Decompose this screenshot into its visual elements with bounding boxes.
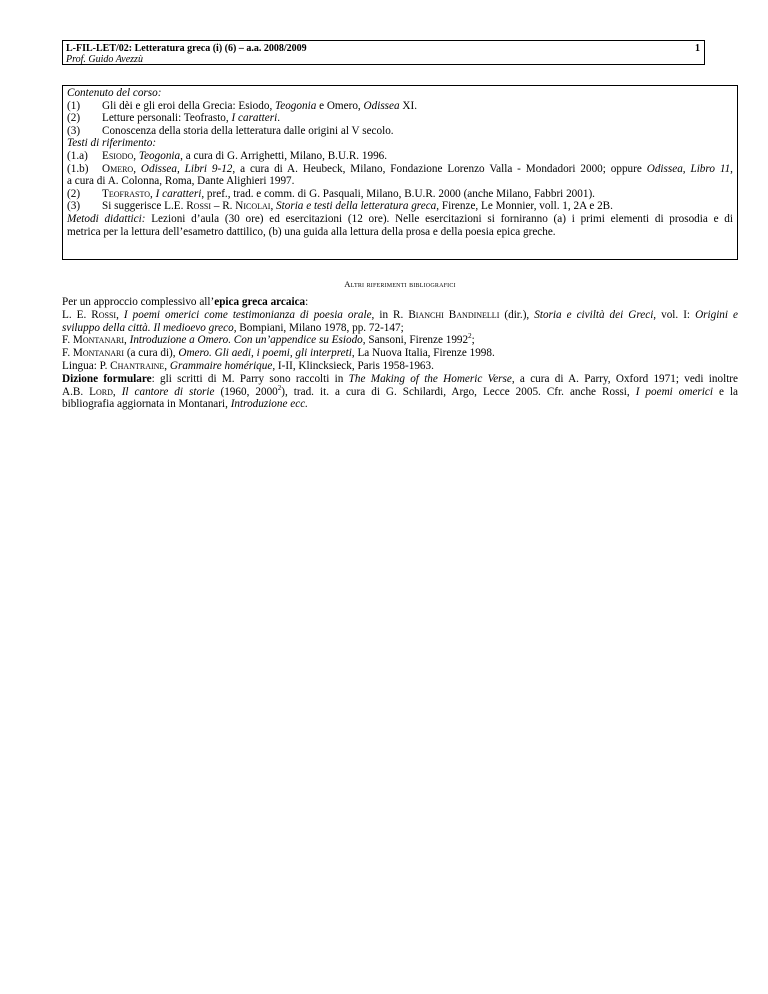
- page-header: [62, 40, 705, 65]
- professor-name: Prof. Guido Avezzù: [66, 54, 143, 65]
- contents-heading: Contenuto del corso:: [67, 87, 162, 99]
- bibliography-entry: L. E. Rossi, I poemi omerici come testimonianza di poesia orale, in R. Bianchi Bandinelli (dir.), Storia e civiltà dei Greci, vol. I: Origini e: [62, 308, 738, 321]
- content-item: (3) Conoscenza della storia della letteratura dalle origini al V secolo.: [67, 124, 394, 137]
- reference-text-1b: (1.b) Omero, Odissea, Libri 9-12, a cura di A. Heubeck, Milano, Fondazione Lorenzo Valla - Mondadori 2000; oppure Odissea, Libro 11,: [67, 162, 733, 175]
- bibliography-entry-cont: bibliografia aggiornata in Montanari, Introduzione ecc.: [62, 398, 308, 411]
- bibliography-intro: Per un approccio complessivo all’epica greca arcaica:: [62, 296, 309, 308]
- methods-line-2: metrica per la lettura dell’esametro dattilico, (b) una guida alla lettura della prosa e della poesia epica greche.: [67, 225, 556, 238]
- bibliography-heading: Altri riferimenti bibliografici: [344, 279, 456, 289]
- content-item: (1) Gli dèi e gli eroi della Grecia: Esiodo, Teogonia e Omero, Odissea XI.: [67, 99, 417, 112]
- reference-text-1a: (1.a) Esiodo, Teogonia, a cura di G. Arrighetti, Milano, B.U.R. 1996.: [67, 149, 388, 162]
- reference-text-2: (2) Teofrasto, I caratteri, pref., trad. e comm. di G. Pasquali, Milano, B.U.R. 2000 (anche Milano, Fabbri 2001).: [67, 187, 595, 200]
- course-info-box: [62, 85, 738, 260]
- bibliography-section: [62, 296, 738, 411]
- course-title: L-FIL-LET/02: Letteratura greca (i) (6) – a.a. 2008/2009: [66, 43, 307, 54]
- bibliography-entry: Lingua: P. Chantraine, Grammaire homérique, I-II, Klincksieck, Paris 1958-1963.: [62, 359, 434, 372]
- bibliography-entry-cont: A.B. Lord, Il cantore di storie (1960, 2000$^2$), trad. it. a cura di G. Schilardi, Argo, Lecce 2005. Cfr. anche Rossi, I poemi omerici e la: [62, 383, 738, 398]
- content-item: (2) Letture personali: Teofrasto, I caratteri.: [67, 112, 280, 125]
- reference-text-3: (3) Si suggerisce L.E. Rossi – R. Nicolai, Storia e testi della letteratura greca, Firenze, Le Monnier, voll. 1, 2A e 2B.: [67, 200, 613, 213]
- methods-line-1: Metodi didattici: Lezioni d’aula (30 ore) ed esercitazioni (12 ore). Nelle esercitazioni si forniranno (a) i primi elementi di prosodia e di: [67, 212, 734, 225]
- methods-heading: Metodi didattici:: [67, 212, 146, 225]
- bibliography-entry: F. Montanari, Introduzione a Omero. Con un’appendice su Esiodo, Sansoni, Firenze 1992$^2$;: [62, 332, 475, 347]
- bibliography-entry: F. Montanari (a cura di), Omero. Gli aedi, i poemi, gli interpreti, La Nuova Italia, Firenze 1998.: [62, 347, 495, 360]
- texts-heading: Testi di riferimento:: [67, 137, 157, 150]
- page-number: 1: [695, 43, 700, 54]
- reference-text-1b-cont: a cura di A. Colonna, Roma, Dante Alighieri 1997.: [67, 175, 295, 188]
- bibliography-entry-cont: sviluppo della città. Il medioevo greco, Bompiani, Milano 1978, pp. 72-147;: [62, 321, 404, 334]
- bibliography-entry: Dizione formulare: gli scritti di M. Parry sono raccolti in The Making of the Homeric Verse, a cura di A. Parry, Oxford 1971; vedi inoltre: [62, 372, 738, 385]
